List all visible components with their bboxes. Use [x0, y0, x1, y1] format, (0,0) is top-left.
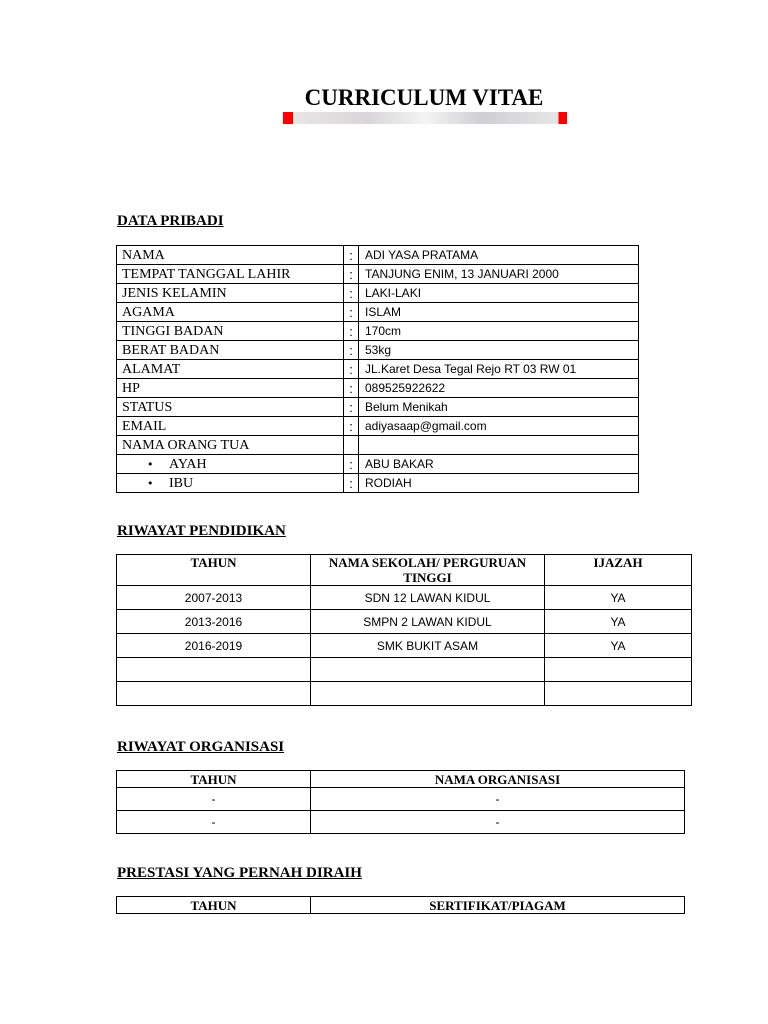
table-row: [117, 610, 692, 634]
table-row: [117, 788, 685, 811]
field-value: adiyasaap@gmail.com: [359, 417, 639, 436]
education-table: [116, 554, 692, 706]
field-value: JL.Karet Desa Tegal Rejo RT 03 RW 01: [359, 360, 639, 379]
table-cell: -: [117, 788, 311, 811]
table-row: [117, 417, 639, 436]
field-value: ISLAM: [359, 303, 639, 322]
table-cell: YA: [545, 610, 692, 634]
table-cell: SMPN 2 LAWAN KIDUL: [311, 610, 545, 634]
field-value: [359, 436, 639, 455]
table-cell: SDN 12 LAWAN KIDUL: [311, 586, 545, 610]
column-header: IJAZAH: [545, 555, 692, 586]
colon: :: [344, 265, 359, 284]
field-value: ABU BAKAR: [359, 455, 639, 474]
field-label: NAMA ORANG TUA: [117, 436, 344, 455]
table-row: [117, 303, 639, 322]
field-value: Belum Menikah: [359, 398, 639, 417]
table-row: [117, 360, 639, 379]
table-row: [117, 398, 639, 417]
field-value: 170cm: [359, 322, 639, 341]
field-value: RODIAH: [359, 474, 639, 493]
bullet-icon: •: [147, 476, 154, 490]
personal-data-table: [116, 245, 639, 493]
table-row: [117, 322, 639, 341]
table-row: [117, 379, 639, 398]
colon: :: [344, 284, 359, 303]
field-label: EMAIL: [117, 417, 344, 436]
field-label: JENIS KELAMIN: [117, 284, 344, 303]
table-cell: [117, 682, 311, 706]
table-row: [117, 658, 692, 682]
colon: :: [344, 379, 359, 398]
field-label: BERAT BADAN: [117, 341, 344, 360]
section-title-personal: DATA PRIBADI: [117, 213, 224, 229]
table-header-row: [117, 897, 685, 914]
field-value: 53kg: [359, 341, 639, 360]
field-label: AYAH: [169, 456, 207, 472]
section-title-organization: RIWAYAT ORGANISASI: [117, 739, 285, 755]
table-row: [117, 265, 639, 284]
table-cell: 2016-2019: [117, 634, 311, 658]
field-label: HP: [117, 379, 344, 398]
table-cell: YA: [545, 634, 692, 658]
field-label: TINGGI BADAN: [117, 322, 344, 341]
colon: :: [344, 246, 359, 265]
column-header: NAMA ORGANISASI: [311, 771, 685, 788]
organization-table: [116, 770, 685, 834]
field-value: ADI YASA PRATAMA: [359, 246, 639, 265]
field-label: IBU: [169, 475, 194, 491]
table-row: [117, 634, 692, 658]
table-cell: -: [311, 788, 685, 811]
column-header: NAMA SEKOLAH/ PERGURUAN TINGGI: [311, 555, 545, 586]
colon: :: [344, 417, 359, 436]
section-title-education: RIWAYAT PENDIDIKAN: [117, 523, 286, 539]
table-row: [117, 246, 639, 265]
table-cell: [117, 658, 311, 682]
table-row: [117, 436, 639, 455]
section-title-achievement: PRESTASI YANG PERNAH DIRAIH: [117, 865, 362, 881]
parent-label-cell: [117, 474, 344, 493]
field-value: 089525922622: [359, 379, 639, 398]
field-label: AGAMA: [117, 303, 344, 322]
colon: :: [344, 455, 359, 474]
table-cell: -: [311, 811, 685, 834]
table-cell: [311, 658, 545, 682]
field-label: TEMPAT TANGGAL LAHIR: [117, 265, 344, 284]
table-cell: SMK BUKIT ASAM: [311, 634, 545, 658]
field-label: ALAMAT: [117, 360, 344, 379]
colon: :: [344, 360, 359, 379]
parent-label-cell: [117, 455, 344, 474]
colon: :: [344, 303, 359, 322]
table-row: [117, 284, 639, 303]
table-cell: YA: [545, 586, 692, 610]
table-row: [117, 341, 639, 360]
table-row: [117, 455, 639, 474]
table-cell: -: [117, 811, 311, 834]
title-underline-bar: [283, 112, 567, 124]
table-cell: [311, 682, 545, 706]
field-value: LAKI-LAKI: [359, 284, 639, 303]
colon: :: [344, 474, 359, 493]
table-row: [117, 586, 692, 610]
colon: :: [344, 341, 359, 360]
table-row: [117, 811, 685, 834]
table-row: [117, 474, 639, 493]
colon: :: [344, 398, 359, 417]
table-row: [117, 682, 692, 706]
table-cell: 2013-2016: [117, 610, 311, 634]
bullet-icon: •: [147, 457, 154, 471]
document-title: CURRICULUM VITAE: [304, 85, 544, 110]
achievement-table: [116, 896, 685, 914]
field-label: STATUS: [117, 398, 344, 417]
table-header-row: [117, 771, 685, 788]
field-value: TANJUNG ENIM, 13 JANUARI 2000: [359, 265, 639, 284]
table-cell: [545, 658, 692, 682]
table-cell: [545, 682, 692, 706]
field-label: NAMA: [117, 246, 344, 265]
column-header: SERTIFIKAT/PIAGAM: [311, 897, 685, 914]
table-header-row: [117, 555, 692, 586]
column-header: TAHUN: [117, 897, 311, 914]
column-header: TAHUN: [117, 555, 311, 586]
table-cell: 2007-2013: [117, 586, 311, 610]
colon: [344, 436, 359, 455]
colon: :: [344, 322, 359, 341]
column-header: TAHUN: [117, 771, 311, 788]
